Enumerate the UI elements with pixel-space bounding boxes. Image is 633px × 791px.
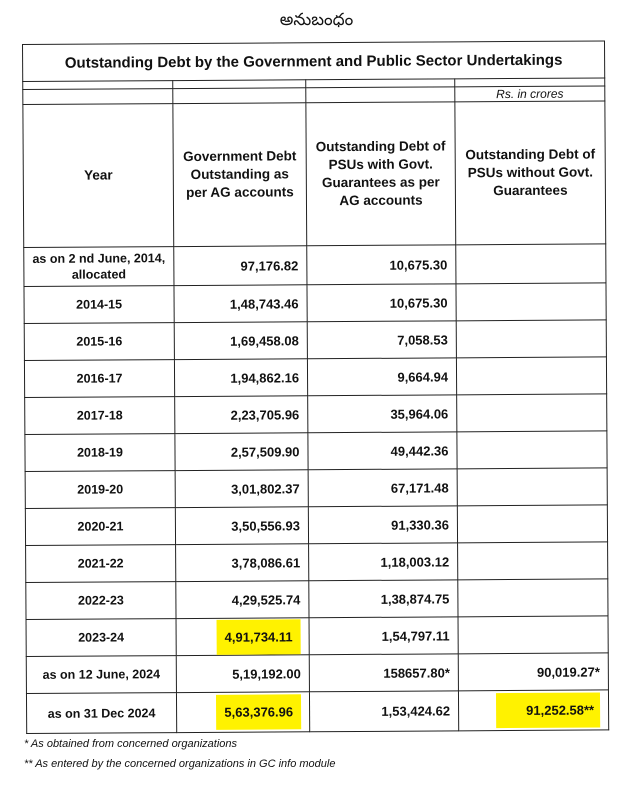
row-year: 2021-22 [26, 545, 176, 583]
column-header-govt-debt: Government Debt Outstanding as per AG accounts [173, 103, 307, 247]
table-row [26, 690, 608, 734]
govt-debt-value: 2,57,509.90 [175, 433, 308, 471]
govt-debt-value: 4,29,525.74 [176, 581, 309, 619]
psu-with-guarantee-value: 10,675.30 [307, 284, 456, 322]
psu-without-guarantee-value [457, 431, 607, 469]
govt-debt-value: 3,78,086.61 [176, 544, 309, 582]
govt-debt-value: 3,01,802.37 [175, 470, 308, 508]
psu-with-guarantee-value: 49,442.36 [308, 432, 457, 470]
psu-with-guarantee-value: 10,675.30 [307, 245, 456, 285]
psu-with-guarantee-value: 91,330.36 [308, 506, 457, 544]
highlight-marker: 4,91,734.11 [217, 619, 301, 655]
table-row [25, 431, 607, 472]
psu-with-guarantee-value: 1,53,424.62 [309, 691, 458, 732]
psu-without-guarantee-value: 90,019.27* [458, 653, 608, 691]
psu-without-guarantee-value [456, 357, 606, 395]
psu-without-guarantee-value [458, 579, 608, 617]
govt-debt-value: 1,69,458.08 [174, 322, 307, 360]
table-row [24, 357, 606, 398]
row-year: as on 31 Dec 2024 [26, 693, 176, 734]
psu-with-guarantee-value: 1,38,874.75 [309, 580, 458, 618]
row-year: 2017-18 [25, 397, 175, 435]
row-year: 2016-17 [24, 360, 174, 398]
highlight-marker: 5,63,376.96 [216, 694, 301, 730]
psu-with-guarantee-value: 9,664.94 [307, 358, 456, 396]
psu-without-guarantee-value [456, 283, 606, 321]
table-row [25, 505, 607, 546]
psu-with-guarantee-value: 158657.80* [309, 654, 458, 692]
debt-table-sheet [22, 40, 608, 734]
psu-with-guarantee-value: 7,058.53 [307, 321, 456, 359]
psu-without-guarantee-value [457, 505, 607, 543]
psu-without-guarantee-value [457, 468, 607, 506]
table-row [26, 653, 608, 694]
column-header-year: Year [23, 104, 174, 248]
govt-debt-value: 97,176.82 [174, 246, 307, 286]
govt-debt-value-highlighted [176, 692, 309, 733]
row-year: 2020-21 [25, 508, 175, 546]
table-row [26, 616, 608, 657]
psu-without-guarantee-value [456, 244, 606, 284]
row-year: 2019-20 [25, 471, 175, 509]
psu-with-guarantee-value: 35,964.06 [308, 395, 457, 433]
govt-debt-value: 5,19,192.00 [176, 655, 309, 693]
govt-debt-value-highlighted [176, 618, 309, 656]
row-year: 2014-15 [24, 286, 174, 324]
psu-without-guarantee-value [457, 394, 607, 432]
column-header-psu-with-guarantee: Outstanding Debt of PSUs with Govt. Guarantees as per AG accounts [306, 102, 456, 246]
table-row [26, 542, 608, 583]
govt-debt-value: 1,48,743.46 [174, 285, 307, 323]
outstanding-debt-table [22, 40, 609, 734]
psu-without-guarantee-value [458, 616, 608, 654]
table-row [25, 468, 607, 509]
row-year: as on 2 nd June, 2014, allocated [24, 247, 174, 287]
psu-with-guarantee-value: 67,171.48 [308, 469, 457, 507]
psu-with-guarantee-value: 1,18,003.12 [309, 543, 458, 581]
govt-debt-value: 2,23,705.96 [175, 396, 308, 434]
row-year: 2023-24 [26, 619, 176, 657]
row-year: 2015-16 [24, 323, 174, 361]
column-header-psu-without-guarantee: Outstanding Debt of PSUs without Govt. Guarantees [455, 101, 606, 245]
table-row [25, 394, 607, 435]
govt-debt-value: 3,50,556.93 [175, 507, 308, 545]
row-year: 2018-19 [25, 434, 175, 472]
table-row [26, 579, 608, 620]
table-row [24, 320, 606, 361]
row-year: 2022-23 [26, 582, 176, 620]
govt-debt-value: 1,94,862.16 [174, 359, 307, 397]
psu-without-guarantee-value [458, 542, 608, 580]
annexure-heading: అనుబంధం [279, 10, 354, 30]
unit-label: Rs. in crores [455, 86, 605, 102]
table-row [24, 283, 606, 324]
highlight-marker: 91,252.58** [496, 692, 600, 728]
psu-without-guarantee-value [456, 320, 606, 358]
psu-without-guarantee-value-highlighted [458, 690, 608, 731]
footnote-single-asterisk: * As obtained from concerned organizations [24, 738, 237, 750]
table-title: Outstanding Debt by the Government and Public Sector Undertakings [23, 41, 605, 82]
table-row [24, 244, 606, 287]
footnote-double-asterisk: ** As entered by the concerned organizations in GC info module [24, 758, 336, 770]
row-year: as on 12 June, 2024 [26, 656, 176, 694]
psu-with-guarantee-value: 1,54,797.11 [309, 617, 458, 655]
